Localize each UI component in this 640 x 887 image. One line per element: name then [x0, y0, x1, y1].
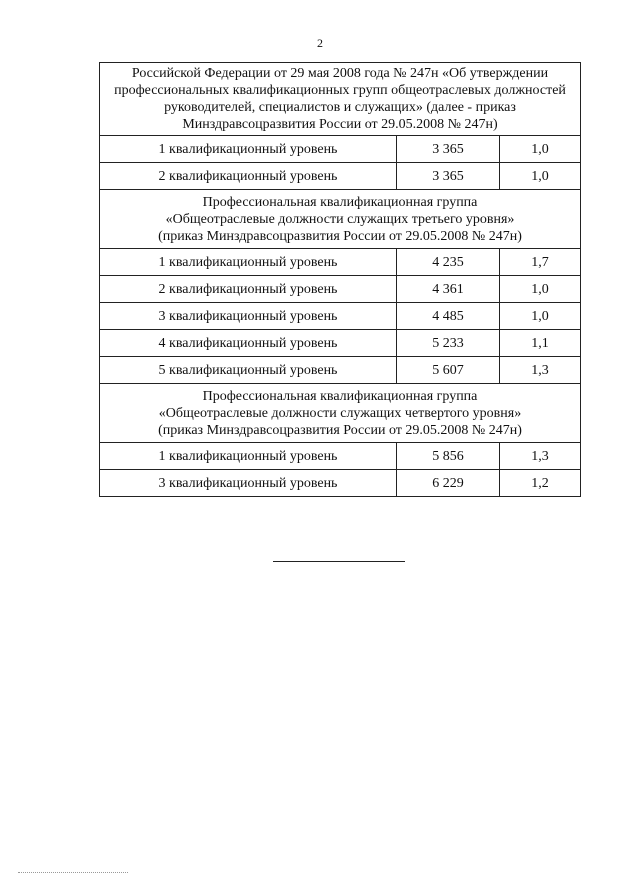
- salary-cell: 5 607: [397, 357, 500, 384]
- table-row: [100, 330, 581, 357]
- group-header-line: «Общеотраслевые должности служащих третьего уровня»: [165, 211, 515, 227]
- scan-edge-mark: [18, 872, 128, 873]
- group-header: [100, 63, 581, 136]
- table-row: [100, 136, 581, 163]
- table-row: [100, 357, 581, 384]
- level-cell: 2 квалификационный уровень: [100, 276, 397, 303]
- table-row: [100, 163, 581, 190]
- coefficient-cell: 1,0: [500, 276, 581, 303]
- salary-cell: 6 229: [397, 470, 500, 497]
- coefficient-cell: 1,0: [500, 136, 581, 163]
- level-cell: 1 квалификационный уровень: [100, 136, 397, 163]
- group-header-line: Минздравсоцразвития России от 29.05.2008 № 247н): [182, 117, 498, 132]
- group-header: [100, 384, 581, 443]
- table-row: [100, 249, 581, 276]
- salary-cell: 5 233: [397, 330, 500, 357]
- group-header-line: (приказ Минздравсоцразвития России от 29.05.2008 № 247н): [158, 228, 522, 244]
- coefficient-cell: 1,7: [500, 249, 581, 276]
- salary-cell: 4 361: [397, 276, 500, 303]
- level-cell: 3 квалификационный уровень: [100, 303, 397, 330]
- salary-cell: 4 485: [397, 303, 500, 330]
- level-cell: 3 квалификационный уровень: [100, 470, 397, 497]
- level-cell: 1 квалификационный уровень: [100, 249, 397, 276]
- group-header-line: руководителей, специалистов и служащих» (далее - приказ: [164, 100, 516, 115]
- group-header-row: [100, 384, 581, 443]
- group-header-row: [100, 190, 581, 249]
- salary-cell: 4 235: [397, 249, 500, 276]
- group-header-line: профессиональных квалификационных групп общеотраслевых должностей: [114, 83, 566, 98]
- qualification-table: [99, 62, 581, 497]
- level-cell: 4 квалификационный уровень: [100, 330, 397, 357]
- group-header-line: Российской Федерации от 29 мая 2008 года № 247н «Об утверждении: [131, 66, 549, 81]
- group-header-line: (приказ Минздравсоцразвития России от 29.05.2008 № 247н): [158, 422, 522, 438]
- coefficient-cell: 1,0: [500, 163, 581, 190]
- table-row: [100, 443, 581, 470]
- salary-cell: 3 365: [397, 163, 500, 190]
- group-header-line: «Общеотраслевые должности служащих четвертого уровня»: [158, 405, 522, 421]
- coefficient-cell: 1,1: [500, 330, 581, 357]
- coefficient-cell: 1,0: [500, 303, 581, 330]
- salary-cell: 5 856: [397, 443, 500, 470]
- group-header: [100, 190, 581, 249]
- group-header-row: [100, 63, 581, 136]
- coefficient-cell: 1,3: [500, 357, 581, 384]
- group-header-line: Профессиональная квалификационная группа: [202, 388, 478, 404]
- table-row: [100, 276, 581, 303]
- coefficient-cell: 1,2: [500, 470, 581, 497]
- table-row: [100, 303, 581, 330]
- coefficient-cell: 1,3: [500, 443, 581, 470]
- level-cell: 5 квалификационный уровень: [100, 357, 397, 384]
- salary-cell: 3 365: [397, 136, 500, 163]
- level-cell: 1 квалификационный уровень: [100, 443, 397, 470]
- table-row: [100, 470, 581, 497]
- group-header-line: Профессиональная квалификационная группа: [202, 194, 478, 210]
- page-number: 2: [317, 36, 323, 50]
- level-cell: 2 квалификационный уровень: [100, 163, 397, 190]
- signature-underline: [273, 561, 405, 562]
